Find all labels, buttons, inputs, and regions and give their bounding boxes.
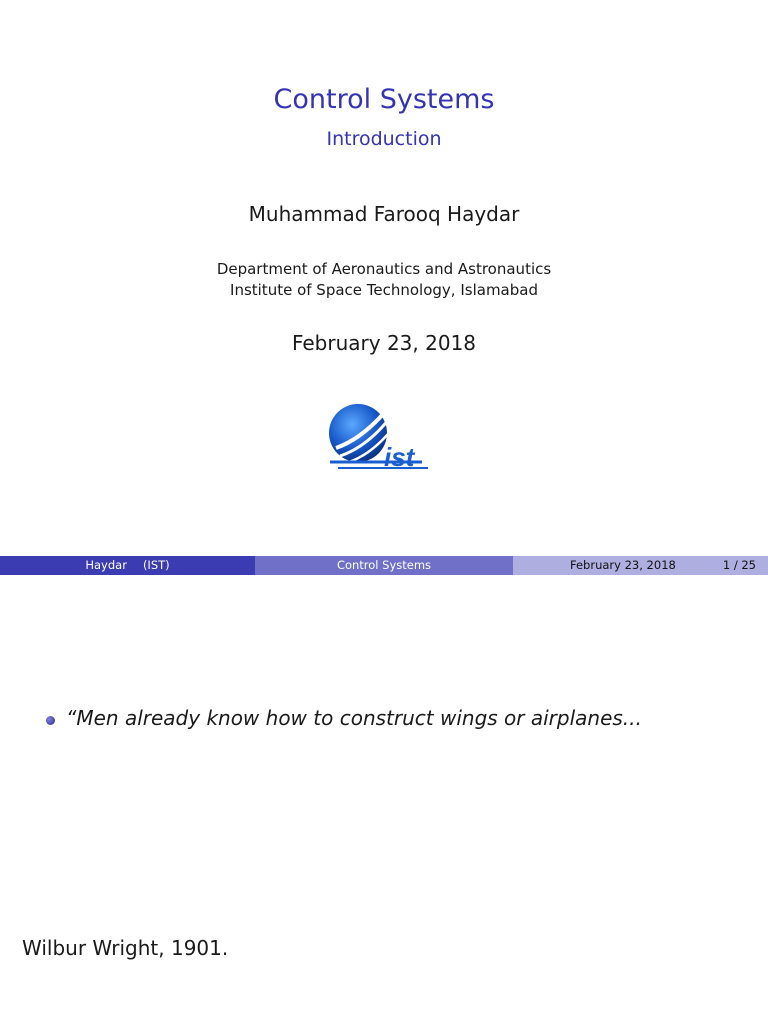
footer-title: Control Systems [336, 558, 432, 572]
institute-line-2: Institute of Space Technology, Islamabad [230, 281, 538, 299]
footer-date: February 23, 2018 [570, 558, 676, 572]
author-name: Muhammad Farooq Haydar [248, 202, 520, 226]
presentation-date: February 23, 2018 [291, 331, 477, 355]
bullet-text: “Men already know how to construct wings or airplanes... [66, 706, 642, 730]
bullet-icon [46, 716, 55, 725]
footer-date-section [513, 556, 768, 575]
institute-line-1: Department of Aeronautics and Astronautics [216, 260, 552, 278]
quote-attribution: Wilbur Wright, 1901. [22, 936, 229, 960]
footer-title-section [255, 556, 513, 575]
institute-block [0, 259, 768, 301]
logo-text: ist [384, 442, 415, 472]
slide-title: Control Systems [273, 84, 495, 115]
footer-author-section [0, 556, 255, 575]
footer-bar [0, 556, 768, 575]
slide-subtitle: Introduction [326, 128, 442, 150]
footer-institute: (IST) [142, 558, 170, 572]
ist-logo [324, 388, 446, 496]
content-slide [0, 576, 768, 1024]
footer-page-number: 1 / 25 [722, 558, 756, 572]
footer-author: Haydar [85, 558, 127, 572]
